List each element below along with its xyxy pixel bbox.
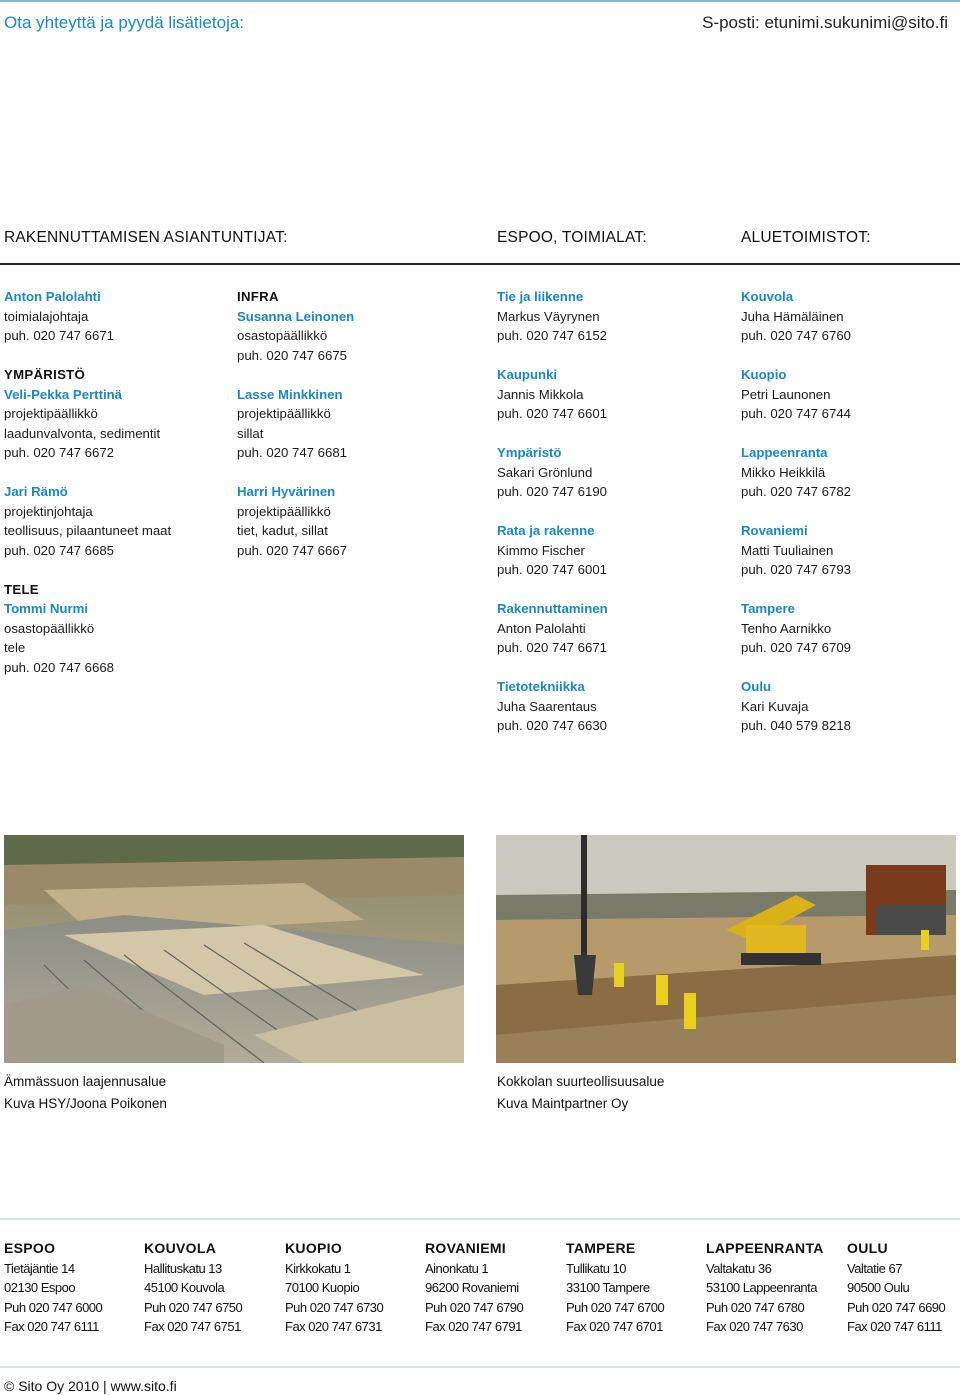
contact-phone: puh. 020 747 6152 — [497, 328, 608, 343]
office-phone: Puh 020 747 6690 — [847, 1299, 946, 1315]
construction-photo — [496, 835, 956, 1063]
division-group — [497, 677, 608, 736]
contact-phone: puh. 020 747 6709 — [741, 640, 852, 655]
contact-name: Anton Palolahti — [497, 620, 586, 636]
office-name: Lappeenranta — [741, 445, 828, 460]
office-phone: Puh 020 747 6000 — [4, 1299, 103, 1315]
office-city: OULU — [847, 1240, 888, 1256]
office-tampere — [566, 1239, 664, 1337]
office-street: Hallituskatu 13 — [144, 1260, 222, 1276]
office-contact-group — [741, 599, 851, 658]
office-contact-group — [741, 677, 851, 736]
email-pattern: S-posti: etunimi.sukunimi@sito.fi — [702, 13, 948, 32]
division-name: Rakennuttaminen — [497, 601, 608, 616]
office-fax: Fax 020 747 6791 — [425, 1319, 522, 1334]
office-name: Oulu — [741, 679, 772, 694]
contact-name: Jannis Mikkola — [497, 386, 584, 402]
contact-name: Kimmo Fischer — [497, 542, 585, 558]
office-rovaniemi — [425, 1239, 523, 1337]
office-name: Kuopio — [741, 367, 787, 382]
office-kouvola — [144, 1239, 242, 1337]
office-street: Valtatie 67 — [847, 1260, 902, 1276]
contact-specialty: sillat — [237, 425, 264, 441]
contact-group — [237, 385, 354, 463]
office-espoo — [4, 1239, 102, 1337]
office-name: Rovaniemi — [741, 523, 808, 538]
contact-phone: puh. 020 747 6001 — [497, 562, 608, 577]
office-fax: Fax 020 747 6111 — [847, 1319, 942, 1334]
regional-offices-column — [741, 287, 851, 755]
contact-title: toimialajohtaja — [4, 308, 89, 324]
contact-name: Veli-Pekka Perttinä — [4, 386, 123, 402]
office-contact-group — [741, 365, 851, 424]
office-postal: 45100 Kouvola — [144, 1280, 225, 1295]
office-fax: Fax 020 747 6731 — [285, 1319, 382, 1334]
landfill-caption — [4, 1071, 167, 1115]
division-group — [497, 287, 608, 346]
experts-column-1 — [4, 287, 171, 697]
office-contact-group — [741, 443, 851, 502]
office-city: KUOPIO — [285, 1240, 343, 1256]
office-postal: 90500 Oulu — [847, 1280, 910, 1295]
contact-phone: puh. 020 747 6744 — [741, 406, 852, 421]
contact-name: Juha Saarentaus — [497, 698, 597, 714]
office-lappeenranta — [706, 1239, 824, 1337]
contact-phone: puh. 020 747 6667 — [237, 542, 348, 558]
contact-title: osastopäällikkö — [4, 620, 95, 636]
division-name: Kaupunki — [497, 367, 558, 382]
contact-phone: puh. 020 747 6672 — [4, 445, 115, 460]
office-street: Tietäjäntie 14 — [4, 1260, 75, 1276]
contact-group — [4, 482, 171, 560]
contact-name: Lasse Minkkinen — [237, 386, 343, 402]
office-fax: Fax 020 747 6751 — [144, 1319, 241, 1334]
contact-phone: puh. 040 579 8218 — [741, 718, 852, 733]
contact-phone: puh. 020 747 6685 — [4, 542, 115, 558]
contact-specialty: laadunvalvonta, sedimentit — [4, 425, 161, 441]
contact-name: Juha Hämäläinen — [741, 308, 844, 324]
office-phone: Puh 020 747 6750 — [144, 1299, 243, 1315]
office-city: LAPPEENRANTA — [706, 1240, 824, 1256]
contact-phone: puh. 020 747 6630 — [497, 718, 608, 733]
office-contact-group — [741, 521, 851, 580]
photo-credit: Kuva HSY/Joona Poikonen — [4, 1096, 167, 1111]
contact-phone: puh. 020 747 6681 — [237, 445, 348, 460]
contact-title: osastopäällikkö — [237, 328, 328, 343]
office-city: ESPOO — [4, 1240, 56, 1256]
office-city: TAMPERE — [566, 1240, 636, 1256]
division-name: Tie ja liikenne — [497, 289, 584, 304]
photo-credit: Kuva Maintpartner Oy — [497, 1096, 629, 1111]
office-name: Kouvola — [741, 289, 794, 304]
contact-name: Sakari Grönlund — [497, 464, 593, 480]
office-postal: 02130 Espoo — [4, 1280, 76, 1295]
contact-phone: puh. 020 747 6601 — [497, 406, 608, 421]
contact-specialty: tele — [4, 640, 26, 655]
contact-phone: puh. 020 747 6782 — [741, 484, 852, 499]
office-postal: 33100 Tampere — [566, 1280, 650, 1295]
offices-top-rule — [0, 1218, 960, 1220]
photo-title: Kokkolan suurteollisuusalue — [497, 1074, 665, 1089]
contact-name: Susanna Leinonen — [237, 308, 355, 324]
office-postal: 70100 Kuopio — [285, 1280, 360, 1295]
contact-phone: puh. 020 747 6793 — [741, 562, 852, 577]
experts-heading: RAKENNUTTAMISEN ASIANTUNTIJAT: — [4, 229, 288, 246]
section-rule — [0, 263, 960, 265]
contact-phone: puh. 020 747 6671 — [4, 328, 115, 343]
contact-name: Matti Tuuliainen — [741, 542, 834, 558]
contact-name: Markus Väyrynen — [497, 308, 600, 324]
contact-group — [237, 482, 354, 560]
footer-rule — [0, 1366, 960, 1368]
office-oulu — [847, 1239, 945, 1337]
office-postal: 96200 Rovaniemi — [425, 1280, 519, 1295]
regional-heading: ALUETOIMISTOT: — [741, 229, 871, 246]
office-phone: Puh 020 747 6730 — [285, 1299, 384, 1315]
contact-title: projektipäällikkö — [237, 503, 331, 519]
contact-phone: puh. 020 747 6760 — [741, 328, 852, 343]
unit-heading: INFRA — [237, 289, 279, 304]
contact-phone: puh. 020 747 6190 — [497, 484, 608, 499]
contact-name: Anton Palolahti — [4, 289, 101, 304]
office-street: Tullikatu 10 — [566, 1260, 626, 1276]
espoo-divisions-column — [497, 287, 608, 755]
contact-title: projektipäällikkö — [4, 406, 98, 421]
contact-name: Kari Kuvaja — [741, 698, 809, 714]
contact-group — [4, 287, 171, 346]
contact-specialty: teollisuus, pilaantuneet maat — [4, 523, 172, 538]
office-name: Tampere — [741, 601, 795, 616]
unit-heading: YMPÄRISTÖ — [4, 367, 86, 382]
office-city: KOUVOLA — [144, 1240, 217, 1256]
office-city: ROVANIEMI — [425, 1240, 506, 1256]
office-street: Kirkkokatu 1 — [285, 1260, 351, 1276]
landfill-photo — [4, 835, 464, 1063]
office-kuopio — [285, 1239, 383, 1337]
photo-title: Ämmässuon laajennusalue — [4, 1074, 167, 1089]
footer-copyright: © Sito Oy 2010 | www.sito.fi — [4, 1378, 177, 1394]
office-contact-group — [741, 287, 851, 346]
division-name: Tietotekniikka — [497, 679, 585, 694]
office-street: Valtakatu 36 — [706, 1260, 772, 1276]
office-street: Ainonkatu 1 — [425, 1260, 489, 1276]
division-group — [497, 599, 608, 658]
espoo-heading: ESPOO, TOIMIALAT: — [497, 229, 647, 246]
contact-prompt: Ota yhteyttä ja pyydä lisätietoja: — [4, 13, 245, 32]
office-fax: Fax 020 747 6111 — [4, 1319, 99, 1334]
contact-phone: puh. 020 747 6671 — [497, 640, 608, 655]
unit-heading: TELE — [4, 581, 39, 597]
contact-phone: puh. 020 747 6668 — [4, 659, 115, 675]
contact-name: Jari Rämö — [4, 484, 68, 499]
office-fax: Fax 020 747 7630 — [706, 1319, 803, 1334]
division-name: Ympäristö — [497, 445, 562, 460]
contact-title: projektipäällikkö — [237, 406, 331, 421]
division-group — [497, 521, 608, 580]
contact-group — [4, 580, 171, 678]
division-name: Rata ja rakenne — [497, 523, 595, 538]
contact-group — [4, 365, 171, 463]
construction-caption — [497, 1071, 664, 1115]
office-phone: Puh 020 747 6790 — [425, 1299, 524, 1315]
office-phone: Puh 020 747 6780 — [706, 1299, 805, 1315]
top-accent-line — [0, 0, 960, 2]
contact-title: projektinjohtaja — [4, 503, 93, 519]
contact-specialty: tiet, kadut, sillat — [237, 523, 328, 538]
division-group — [497, 365, 608, 424]
contact-name: Harri Hyvärinen — [237, 484, 336, 499]
office-phone: Puh 020 747 6700 — [566, 1299, 665, 1315]
experts-column-2 — [237, 287, 354, 580]
contact-name: Petri Launonen — [741, 386, 831, 402]
office-postal: 53100 Lappeenranta — [706, 1280, 818, 1295]
contact-name: Mikko Heikkilä — [741, 464, 826, 480]
contact-phone: puh. 020 747 6675 — [237, 347, 348, 363]
contact-name: Tommi Nurmi — [4, 601, 89, 616]
office-fax: Fax 020 747 6701 — [566, 1319, 663, 1334]
contact-name: Tenho Aarnikko — [741, 620, 832, 636]
division-group — [497, 443, 608, 502]
contact-group — [237, 287, 354, 365]
